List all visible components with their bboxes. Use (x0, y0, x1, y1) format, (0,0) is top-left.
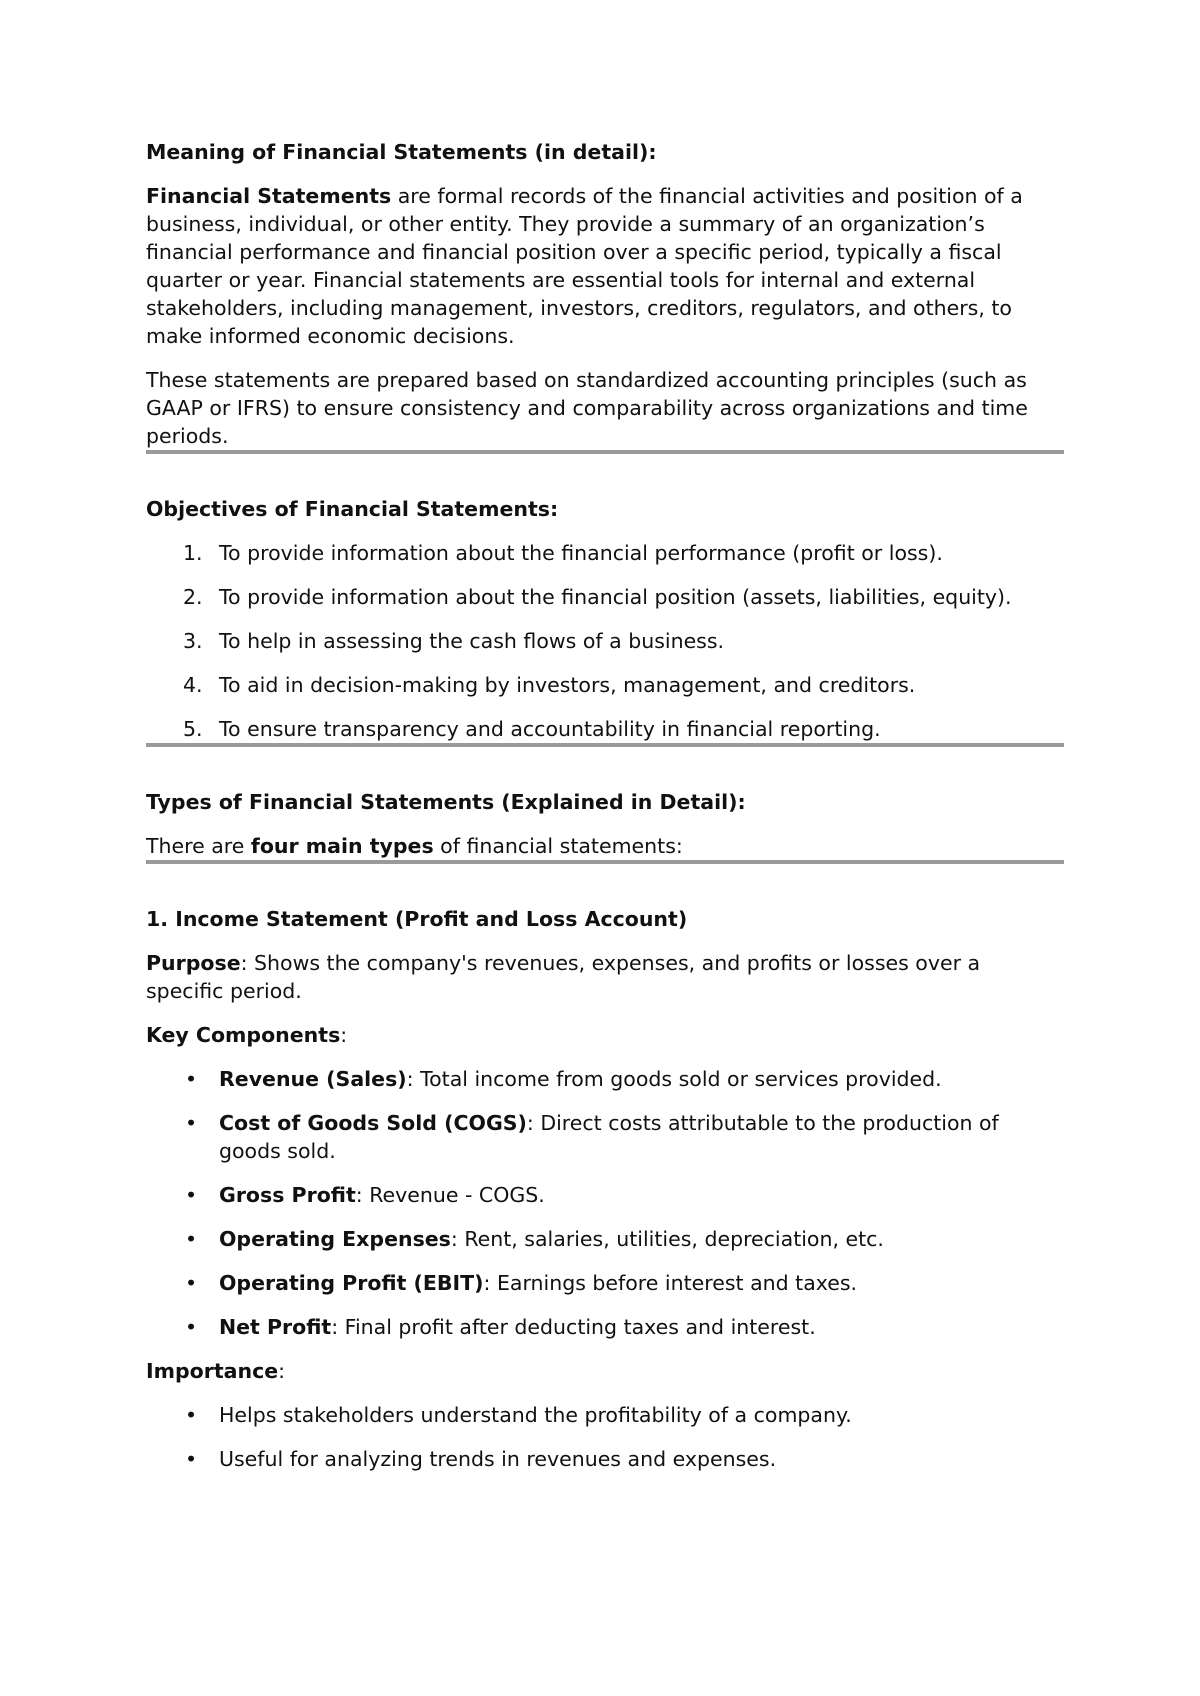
importance-colon: : (278, 1359, 286, 1383)
bullet-icon: • (185, 1183, 198, 1207)
list-item (146, 1269, 1064, 1297)
components-list (146, 1065, 1064, 1341)
component-text: : Earnings before interest and taxes. (483, 1271, 858, 1295)
list-item (146, 1225, 1064, 1253)
types-intro-bold: four main types (250, 834, 434, 858)
purpose-paragraph (146, 949, 1064, 1005)
list-item (146, 539, 1064, 567)
bullet-icon: • (185, 1067, 198, 1091)
section-divider (146, 743, 1064, 747)
types-intro-pre: There are (146, 834, 251, 858)
list-number: 2. (183, 585, 203, 609)
bullet-icon: • (185, 1227, 198, 1251)
list-item (146, 1401, 1064, 1429)
meaning-paragraph-2: These statements are prepared based on standardized accounting principles (such as GAAP or IFRS) to ensure consistency and comparability across organizations and time periods. (146, 368, 1028, 448)
component-label: Cost of Goods Sold (COGS) (219, 1111, 527, 1135)
component-text: : Final profit after deducting taxes and interest. (331, 1315, 816, 1339)
list-item-text: To ensure transparency and accountability in financial reporting. (219, 717, 881, 741)
list-item (146, 1313, 1064, 1341)
key-components-title: Key Components (146, 1023, 341, 1047)
meaning-heading: Meaning of Financial Statements (in detail): (146, 140, 657, 164)
component-text: : Total income from goods sold or services provided. (406, 1067, 942, 1091)
list-number: 5. (183, 717, 203, 741)
bullet-icon: • (185, 1271, 198, 1295)
list-number: 4. (183, 673, 203, 697)
list-item-text: To aid in decision-making by investors, management, and creditors. (219, 673, 916, 697)
bullet-icon: • (185, 1403, 198, 1427)
component-label: Gross Profit (219, 1183, 356, 1207)
meaning-term: Financial Statements (146, 184, 392, 208)
list-number: 1. (183, 541, 203, 565)
component-label: Operating Profit (EBIT) (219, 1271, 484, 1295)
meaning-paragraph-1 (146, 182, 1064, 350)
section-divider (146, 450, 1064, 454)
component-label: Net Profit (219, 1315, 332, 1339)
component-text: : Direct costs attributable to the production of goods sold. (219, 1111, 999, 1163)
list-item (146, 715, 1064, 743)
list-item (146, 1109, 1064, 1165)
component-text: : Rent, salaries, utilities, depreciation, etc. (450, 1227, 884, 1251)
list-item (146, 1181, 1064, 1209)
list-item (146, 583, 1064, 611)
purpose-label: Purpose (146, 951, 241, 975)
component-label: Operating Expenses (219, 1227, 451, 1251)
bullet-icon: • (185, 1315, 198, 1339)
purpose-text: : Shows the company's revenues, expenses, and profits or losses over a specific period. (146, 951, 981, 1003)
list-item (146, 1445, 1064, 1473)
types-intro (146, 832, 1064, 860)
meaning-definition: are formal records of the financial activities and position of a business, individual, or other entity. They provide a summary of an organization’s financial performance and financial position over a specific period, typically a fiscal quarter or year. Financial statements are essential tools for internal and external stakeholders, including management, investors, creditors, regulators, and others, to make informed economic decisions. (146, 184, 1023, 348)
component-text: : Revenue - COGS. (355, 1183, 545, 1207)
list-item-text: To provide information about the financial performance (profit or loss). (219, 541, 943, 565)
list-item (146, 627, 1064, 655)
types-heading: Types of Financial Statements (Explained in Detail): (146, 790, 746, 814)
list-item-text: To help in assessing the cash flows of a business. (219, 629, 725, 653)
key-components-colon: : (340, 1023, 348, 1047)
bullet-icon: • (185, 1111, 198, 1135)
document-page (146, 138, 1064, 1489)
income-heading: 1. Income Statement (Profit and Loss Account) (146, 907, 688, 931)
objectives-list (146, 539, 1064, 743)
list-item-text: To provide information about the financial position (assets, liabilities, equity). (219, 585, 1012, 609)
section-divider (146, 860, 1064, 864)
objectives-heading: Objectives of Financial Statements: (146, 497, 559, 521)
importance-text: Useful for analyzing trends in revenues and expenses. (219, 1447, 777, 1471)
list-item (146, 671, 1064, 699)
list-item (146, 1065, 1064, 1093)
importance-label (146, 1357, 1064, 1385)
importance-title: Importance (146, 1359, 279, 1383)
importance-text: Helps stakeholders understand the profitability of a company. (219, 1403, 852, 1427)
importance-list (146, 1401, 1064, 1473)
key-components-label (146, 1021, 1064, 1049)
component-label: Revenue (Sales) (219, 1067, 407, 1091)
bullet-icon: • (185, 1447, 198, 1471)
types-intro-post: of financial statements: (433, 834, 683, 858)
list-number: 3. (183, 629, 203, 653)
